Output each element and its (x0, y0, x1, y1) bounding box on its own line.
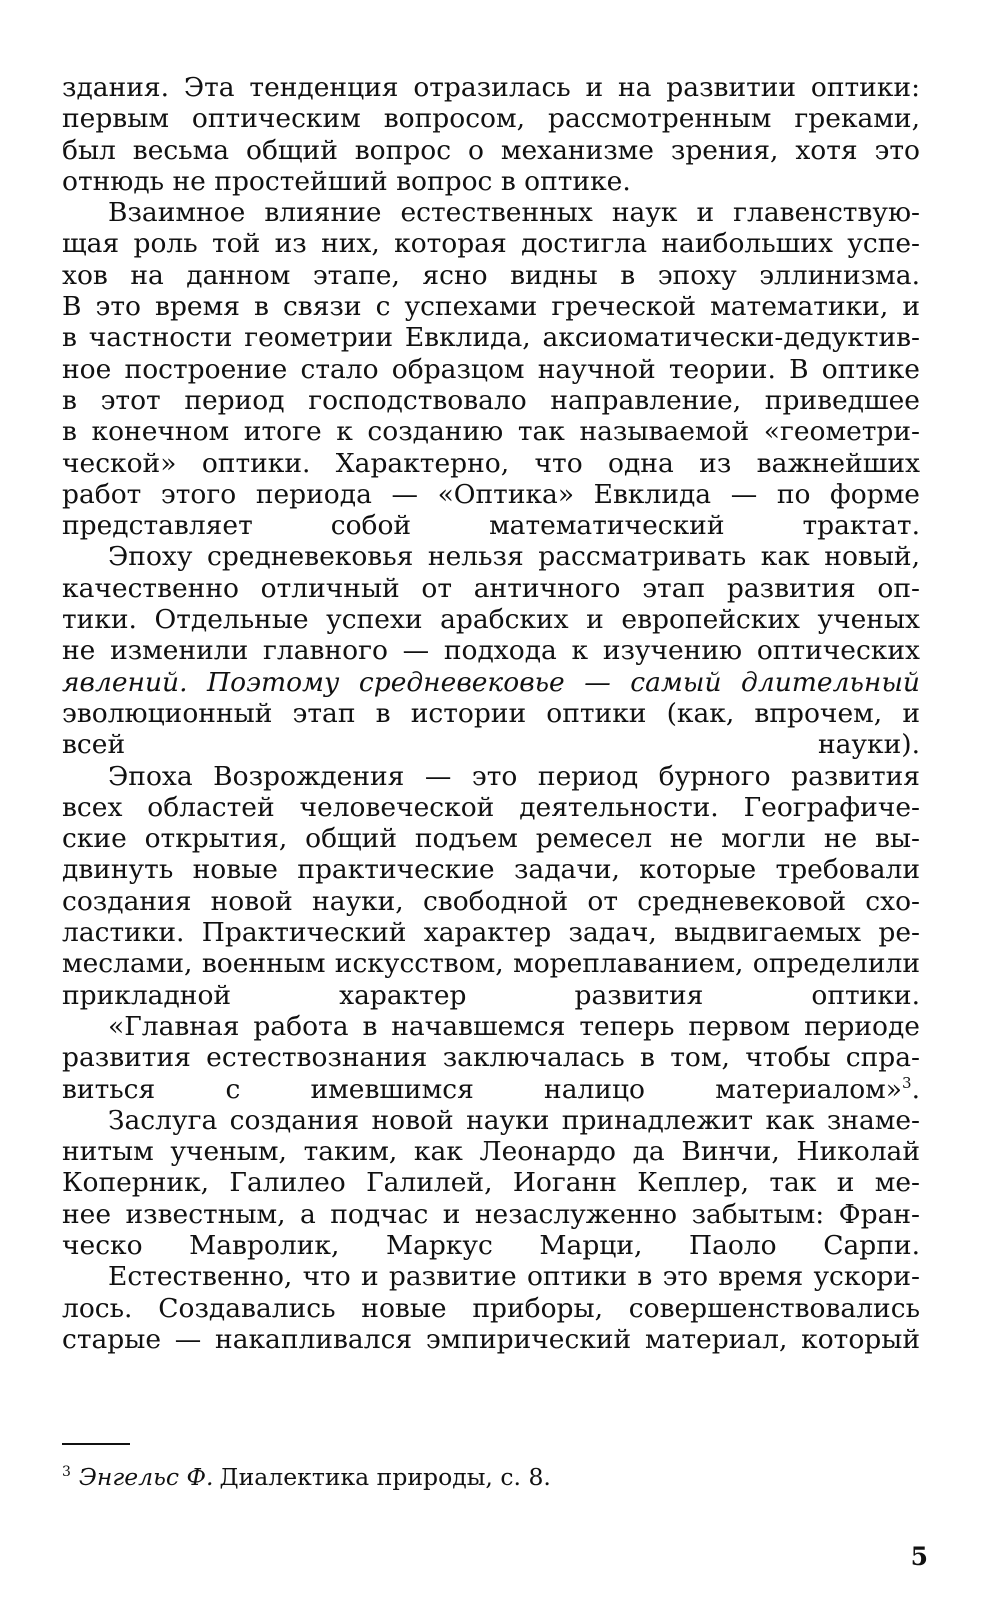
text-line: меслами, военным искусством, мореплаванием, определили (62, 948, 920, 980)
text-line: лось. Создавались новые приборы, совершенствовались (62, 1292, 920, 1324)
paragraph-4 (62, 761, 920, 1011)
text-line: старые — накапливался эмпирический материал, который (62, 1323, 920, 1355)
text-line: тики. Отдельные успехи арабских и европейских ученых (62, 604, 920, 636)
text-line: был весьма общий вопрос о механизме зрения, хотя это (62, 134, 920, 166)
text-line: здания. Эта тенденция отразилась и на развитии оптики: (62, 72, 920, 103)
paragraph-5-quote: «Главная работа в начавшемся теперь первом периоде развития естествознания заключалась в том, чтобы спра- виться с имевшимся налицо материалом»$^3$. (62, 1010, 920, 1105)
text-line: ное построение стало образцом научной теории. В оптике (62, 353, 920, 385)
text-line: Коперник, Галилео Галилей, Иоганн Кеплер, так и ме- (62, 1167, 920, 1199)
footnote-divider (62, 1443, 130, 1445)
text-line: представляет собой математический трактат. (62, 510, 920, 542)
text-line: создания новой науки, свободной от средневековой схо- (62, 885, 920, 917)
footnote-text: Диалектика природы, с. 8. (219, 1463, 551, 1491)
footnote (62, 1462, 551, 1492)
text-line: первым оптическим вопросом, рассмотренным греками, (62, 103, 920, 135)
text-line: двинуть новые практические задачи, которые требовали (62, 854, 920, 886)
footnote-reference[interactable]: 3 (902, 1073, 912, 1092)
text-line: работ этого периода — «Оптика» Евклида — по форме (62, 478, 920, 510)
text-line: Взаимное влияние естественных наук и главенствую- (108, 197, 920, 229)
text-line: хов на данном этапе, ясно видны в эпоху эллинизма. (62, 259, 920, 291)
text-line: эволюционный этап в истории оптики (как, впрочем, и (62, 697, 920, 729)
footnote-mark: 3 (62, 1464, 71, 1481)
text-line: всей науки). (62, 729, 920, 761)
text-line: в конечном итоге к созданию так называемой «геометри- (62, 416, 920, 448)
text-line: ластики. Практический характер задач, выдвигаемых ре- (62, 917, 920, 949)
text-line: ческой» оптики. Характерно, что одна из важнейших (62, 447, 920, 479)
text-line: Естественно, что и развитие оптики в это время ускори- (108, 1261, 920, 1293)
text-line: в частности геометрии Евклида, аксиоматически-дедуктив- (62, 322, 920, 354)
text-line: качественно отличный от античного этап развития оп- (62, 572, 920, 604)
text-line: всех областей человеческой деятельности. Географиче- (62, 791, 920, 823)
text-line: ские открытия, общий подъем ремесел не могли не вы- (62, 823, 920, 855)
text-line: прикладной характер развития оптики. (62, 979, 920, 1011)
page-body (62, 72, 920, 1355)
text-line: виться с имевшимся налицо материалом» (62, 1073, 903, 1105)
page-number: 5 (910, 1542, 928, 1571)
paragraph-1 (62, 72, 920, 197)
text-line: Эпоха Возрождения — это период бурного развития (108, 760, 920, 792)
paragraph-3 (62, 541, 920, 760)
text-line: не изменили главного — подхода к изучению оптических (62, 635, 920, 667)
text-line: нитым ученым, таким, как Леонардо да Винчи, Николай (62, 1136, 920, 1168)
text-line: Заслуга создания новой науки принадлежит как знаме- (108, 1104, 920, 1136)
paragraph-7 (62, 1261, 920, 1355)
text-line-italic: явлений. Поэтому средневековье — самый длительный (62, 666, 920, 698)
paragraph-2 (62, 197, 920, 541)
text-line: развития естествознания заключалась в том, чтобы спра- (62, 1042, 920, 1074)
text-line: нее известным, а подчас и незаслуженно забытым: Фран- (62, 1198, 920, 1230)
paragraph-6 (62, 1105, 920, 1261)
text-line: щая роль той из них, которая достигла наибольших успе- (62, 228, 920, 260)
text-line: «Главная работа в начавшемся теперь первом периоде (108, 1010, 920, 1042)
text-line: отнюдь не простейший вопрос в оптике. (62, 165, 631, 197)
text-line: в этот период господствовало направление, приведшее (62, 384, 920, 416)
text-line: ческо Мавролик, Маркус Марци, Паоло Сарпи. (62, 1229, 920, 1261)
text-line: Эпоху средневековья нельзя рассматривать как новый, (108, 541, 920, 573)
text-line: В это время в связи с успехами греческой математики, и (62, 291, 920, 323)
footnote-author: Энгельс Ф. (78, 1463, 214, 1491)
